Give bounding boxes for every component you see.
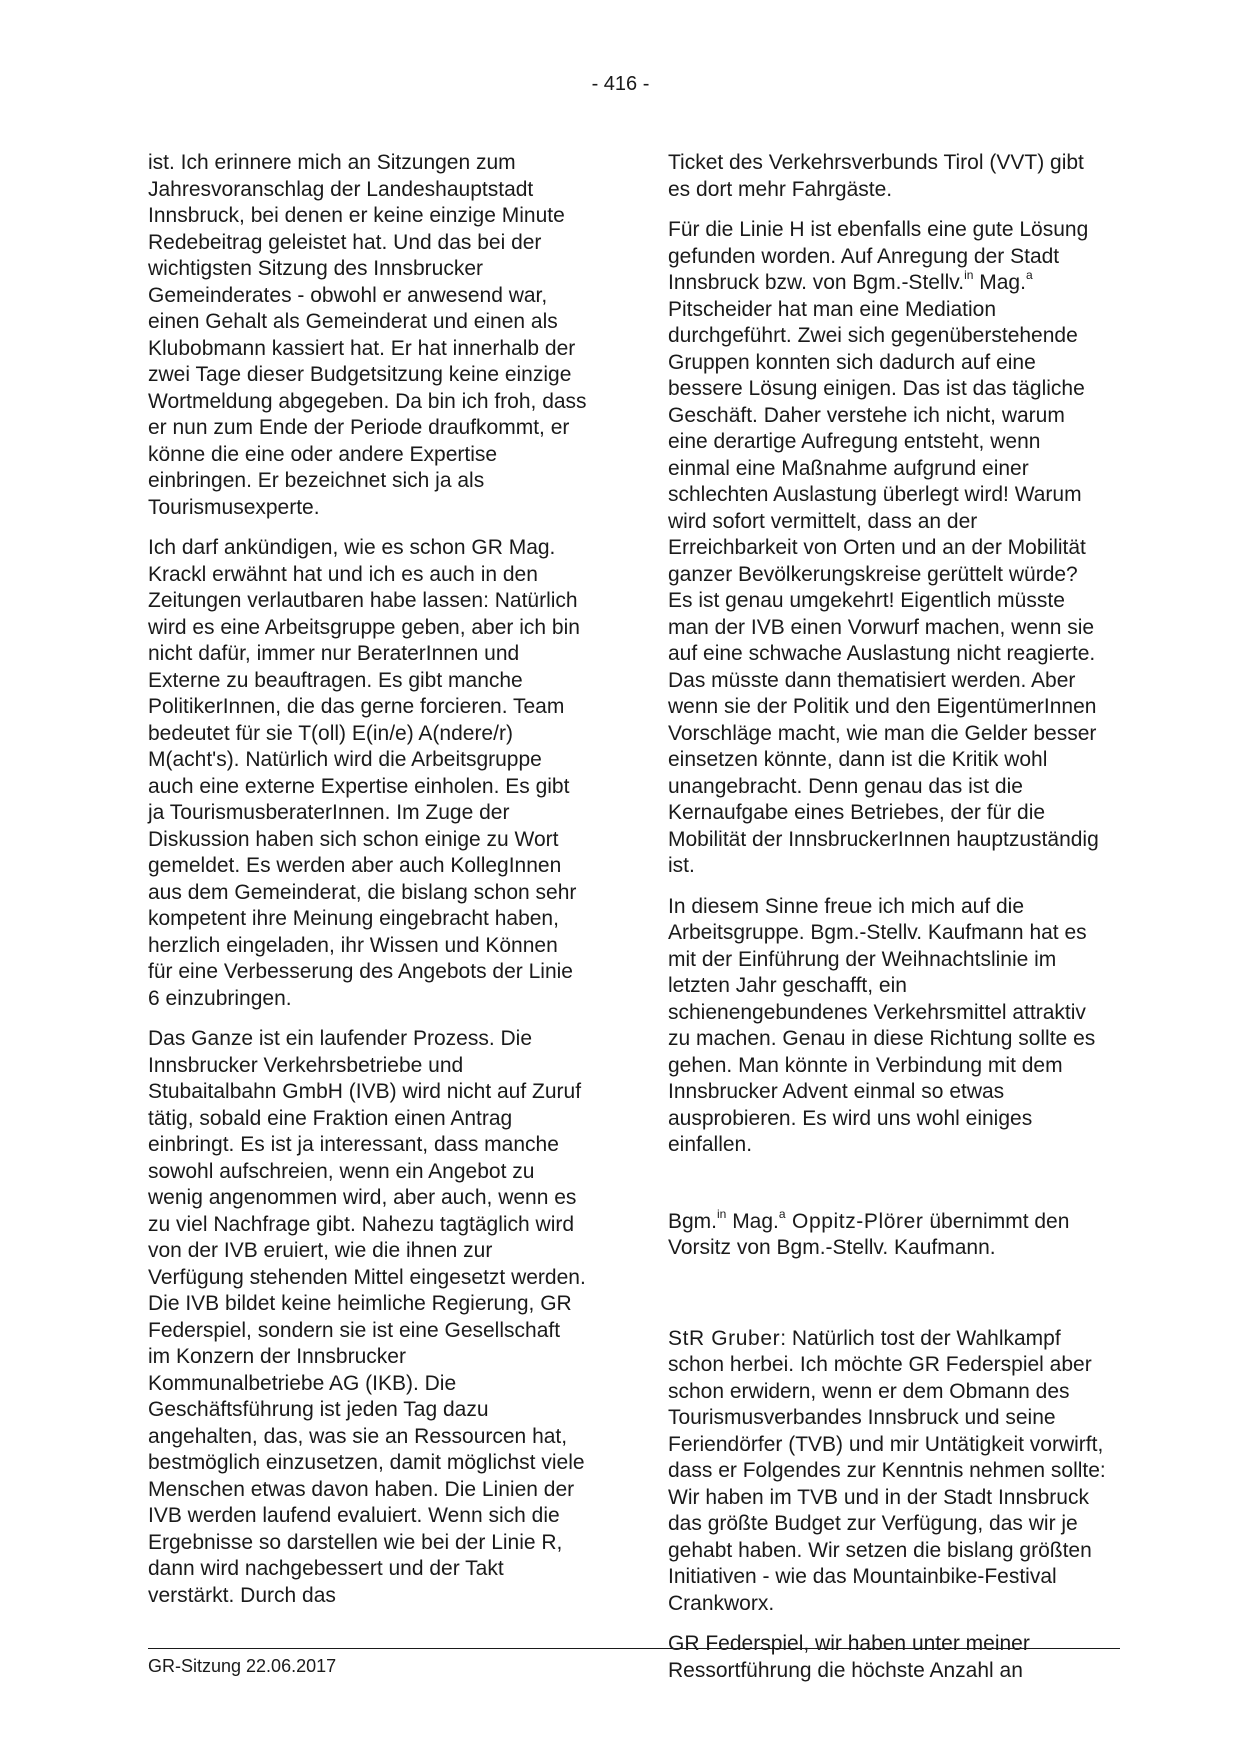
paragraph: In diesem Sinne freue ich mich auf die Arbeitsgruppe. Bgm.-Stellv. Kaufmann hat es mit der Einführung der Weihnachtslinie im letzten Jahr geschafft, ein schienengebundenes Verkehrsmittel attraktiv zu machen. Genau in diese Richtung sollte es gehen. Man könnte in Verbindung mit dem Innsbrucker Advent einmal so etwas ausprobieren. Es wird uns wohl einiges einfallen. [668, 894, 1096, 1156]
text: : Natürlich tost der Wahlkampf schon herbei. Ich möchte GR Federspiel aber schon erwidern, wenn er dem Obmann des Tourismusverbandes Innsbruck und seine Feriendörfer (TVB) und mir Untätigkeit vorwirft, dass er Folgendes zur Kenntnis nehmen sollte: Wir haben im TVB und in der Stadt Innsbruck das größte Budget zur Verfügung, das wir je gehabt haben. Wir setzen die bislang größten Initiativen - wie das Mountainbike-Festival Crankworx. [668, 1326, 1106, 1615]
chair-name: Oppitz-Plörer [785, 1209, 924, 1233]
page-number: - 416 - [591, 73, 650, 95]
superscript: a [778, 1206, 786, 1221]
superscript: in [717, 1206, 727, 1221]
text: Bgm. [668, 1209, 718, 1233]
text: Pitscheider hat man eine Mediation durchgeführt. Zwei sich gegenüberstehende Gruppen konnten sich dadurch auf eine bessere Lösung einigen. Das ist das tägliche Geschäft. Daher verstehe ich nicht, warum eine derartige Aufregung entsteht, wenn einmal eine Maßnahme aufgrund einer schlechten Auslastung überlegt wird! Warum wird sofort vermittelt, dass an der Erreichbarkeit von Orten und an der Mobilität ganzer Bevölkerungskreise gerüttelt würde? Es ist genau umgekehrt! Eigentlich müsste man der IVB einen Vorwurf machen, wenn sie auf eine schwache Auslastung nicht reagierte. Das müsste dann thematisiert werden. Aber wenn sie der Politik und den EigentümerInnen Vorschläge macht, wie man die Gelder besser einsetzen könnte, dann ist die Kritik wohl unangebracht. Denn genau das ist die Kernaufgabe eines Betriebes, der für die Mobilität der InnsbruckerInnen hauptzuständig ist. [668, 297, 1099, 877]
paragraph: GR Federspiel, wir haben unter meiner Ressortführung die höchste Anzahl an [668, 1632, 1030, 1682]
footer-text: GR-Sitzung 22.06.2017 [148, 1656, 337, 1676]
left-column [148, 150, 588, 1623]
paragraph: ist. Ich erinnere mich an Sitzungen zum Jahresvoranschlag der Landeshauptstadt Innsbruck, bei denen er keine einzige Minute Redebeitrag geleistet hat. Und das bei der wichtigsten Sitzung des Innsbrucker Gemeinderates - obwohl er anwesend war, einen Gehalt als Gemeinderat und einen als Klubobmann kassiert hat. Er hat innerhalb der zwei Tage dieser Budgetsitzung keine einzige Wortmeldung abgegeben. Da bin ich froh, dass er nun zum Ende der Periode draufkommt, er könne die eine oder andere Expertise einbringen. Er bezeichnet sich ja als Tourismusexperte. [148, 151, 587, 519]
text: übernimmt den Vorsitz von Bgm.-Stellv. Kaufmann. [668, 1209, 1070, 1259]
paragraph [668, 217, 1108, 880]
superscript: in [964, 268, 974, 282]
speaker-name: StR Gruber [668, 1326, 781, 1350]
right-column [668, 150, 1108, 1698]
superscript: a [1025, 268, 1033, 282]
paragraph: Ticket des Verkehrsverbunds Tirol (VVT) gibt es dort mehr Fahrgäste. [668, 151, 1084, 201]
paragraph: Das Ganze ist ein laufender Prozess. Die Innsbrucker Verkehrsbetriebe und Stubaitalbahn GmbH (IVB) wird nicht auf Zuruf tätig, sobald eine Fraktion einen Antrag einbringt. Es ist ja interessant, dass manche sowohl aufschreien, wenn ein Angebot zu wenig angenommen wird, aber auch, wenn es zu viel Nachfrage gibt. Nahezu tagtäglich wird von der IVB eruiert, wie die ihnen zur Verfügung stehenden Mittel eingesetzt werden. Die IVB bildet keine heimliche Regierung, GR Federspiel, sondern sie ist eine Gesellschaft im Konzern der Innsbrucker Kommunalbetriebe AG (IKB). Die Geschäftsführung ist jeden Tag dazu angehalten, das, was sie an Ressourcen hat, bestmöglich einzusetzen, damit möglichst viele Menschen etwas davon haben. Die Linien der IVB werden laufend evaluiert. Wenn sich die Ergebnisse so darstellen wie bei der Linie R, dann wird nachgebessert und der Takt verstärkt. Durch das [148, 1027, 586, 1607]
speech-paragraph [668, 1326, 1108, 1618]
chair-change-note [668, 1206, 1108, 1262]
text: Mag. [726, 1209, 779, 1233]
text: Mag. [973, 271, 1026, 294]
text: Für die Linie H ist ebenfalls eine gute Lösung gefunden worden. Auf Anregung der Stadt Innsbruck bzw. von Bgm.-Stellv. [668, 218, 1089, 294]
footer-divider [148, 1648, 1120, 1649]
paragraph: Ich darf ankündigen, wie es schon GR Mag. Krackl erwähnt hat und ich es auch in den Zeitungen verlautbaren habe lassen: Natürlich wird es eine Arbeitsgruppe geben, aber ich bin nicht dafür, immer nur BeraterInnen und Externe zu beauftragen. Es gibt manche PolitikerInnen, die das gerne forcieren. Team bedeutet für sie T(oll) E(in/e) A(ndere/r) M(acht's). Natürlich wird die Arbeitsgruppe auch eine externe Expertise einholen. Es gibt ja TourismusberaterInnen. Im Zuge der Diskussion haben sich schon einige zu Wort gemeldet. Es werden aber auch KollegInnen aus dem Gemeinderat, die bislang schon sehr kompetent ihre Meinung eingebracht haben, herzlich eingeladen, ihr Wissen und Können für eine Verbesserung des Angebots der Linie 6 einzubringen. [148, 536, 580, 1010]
